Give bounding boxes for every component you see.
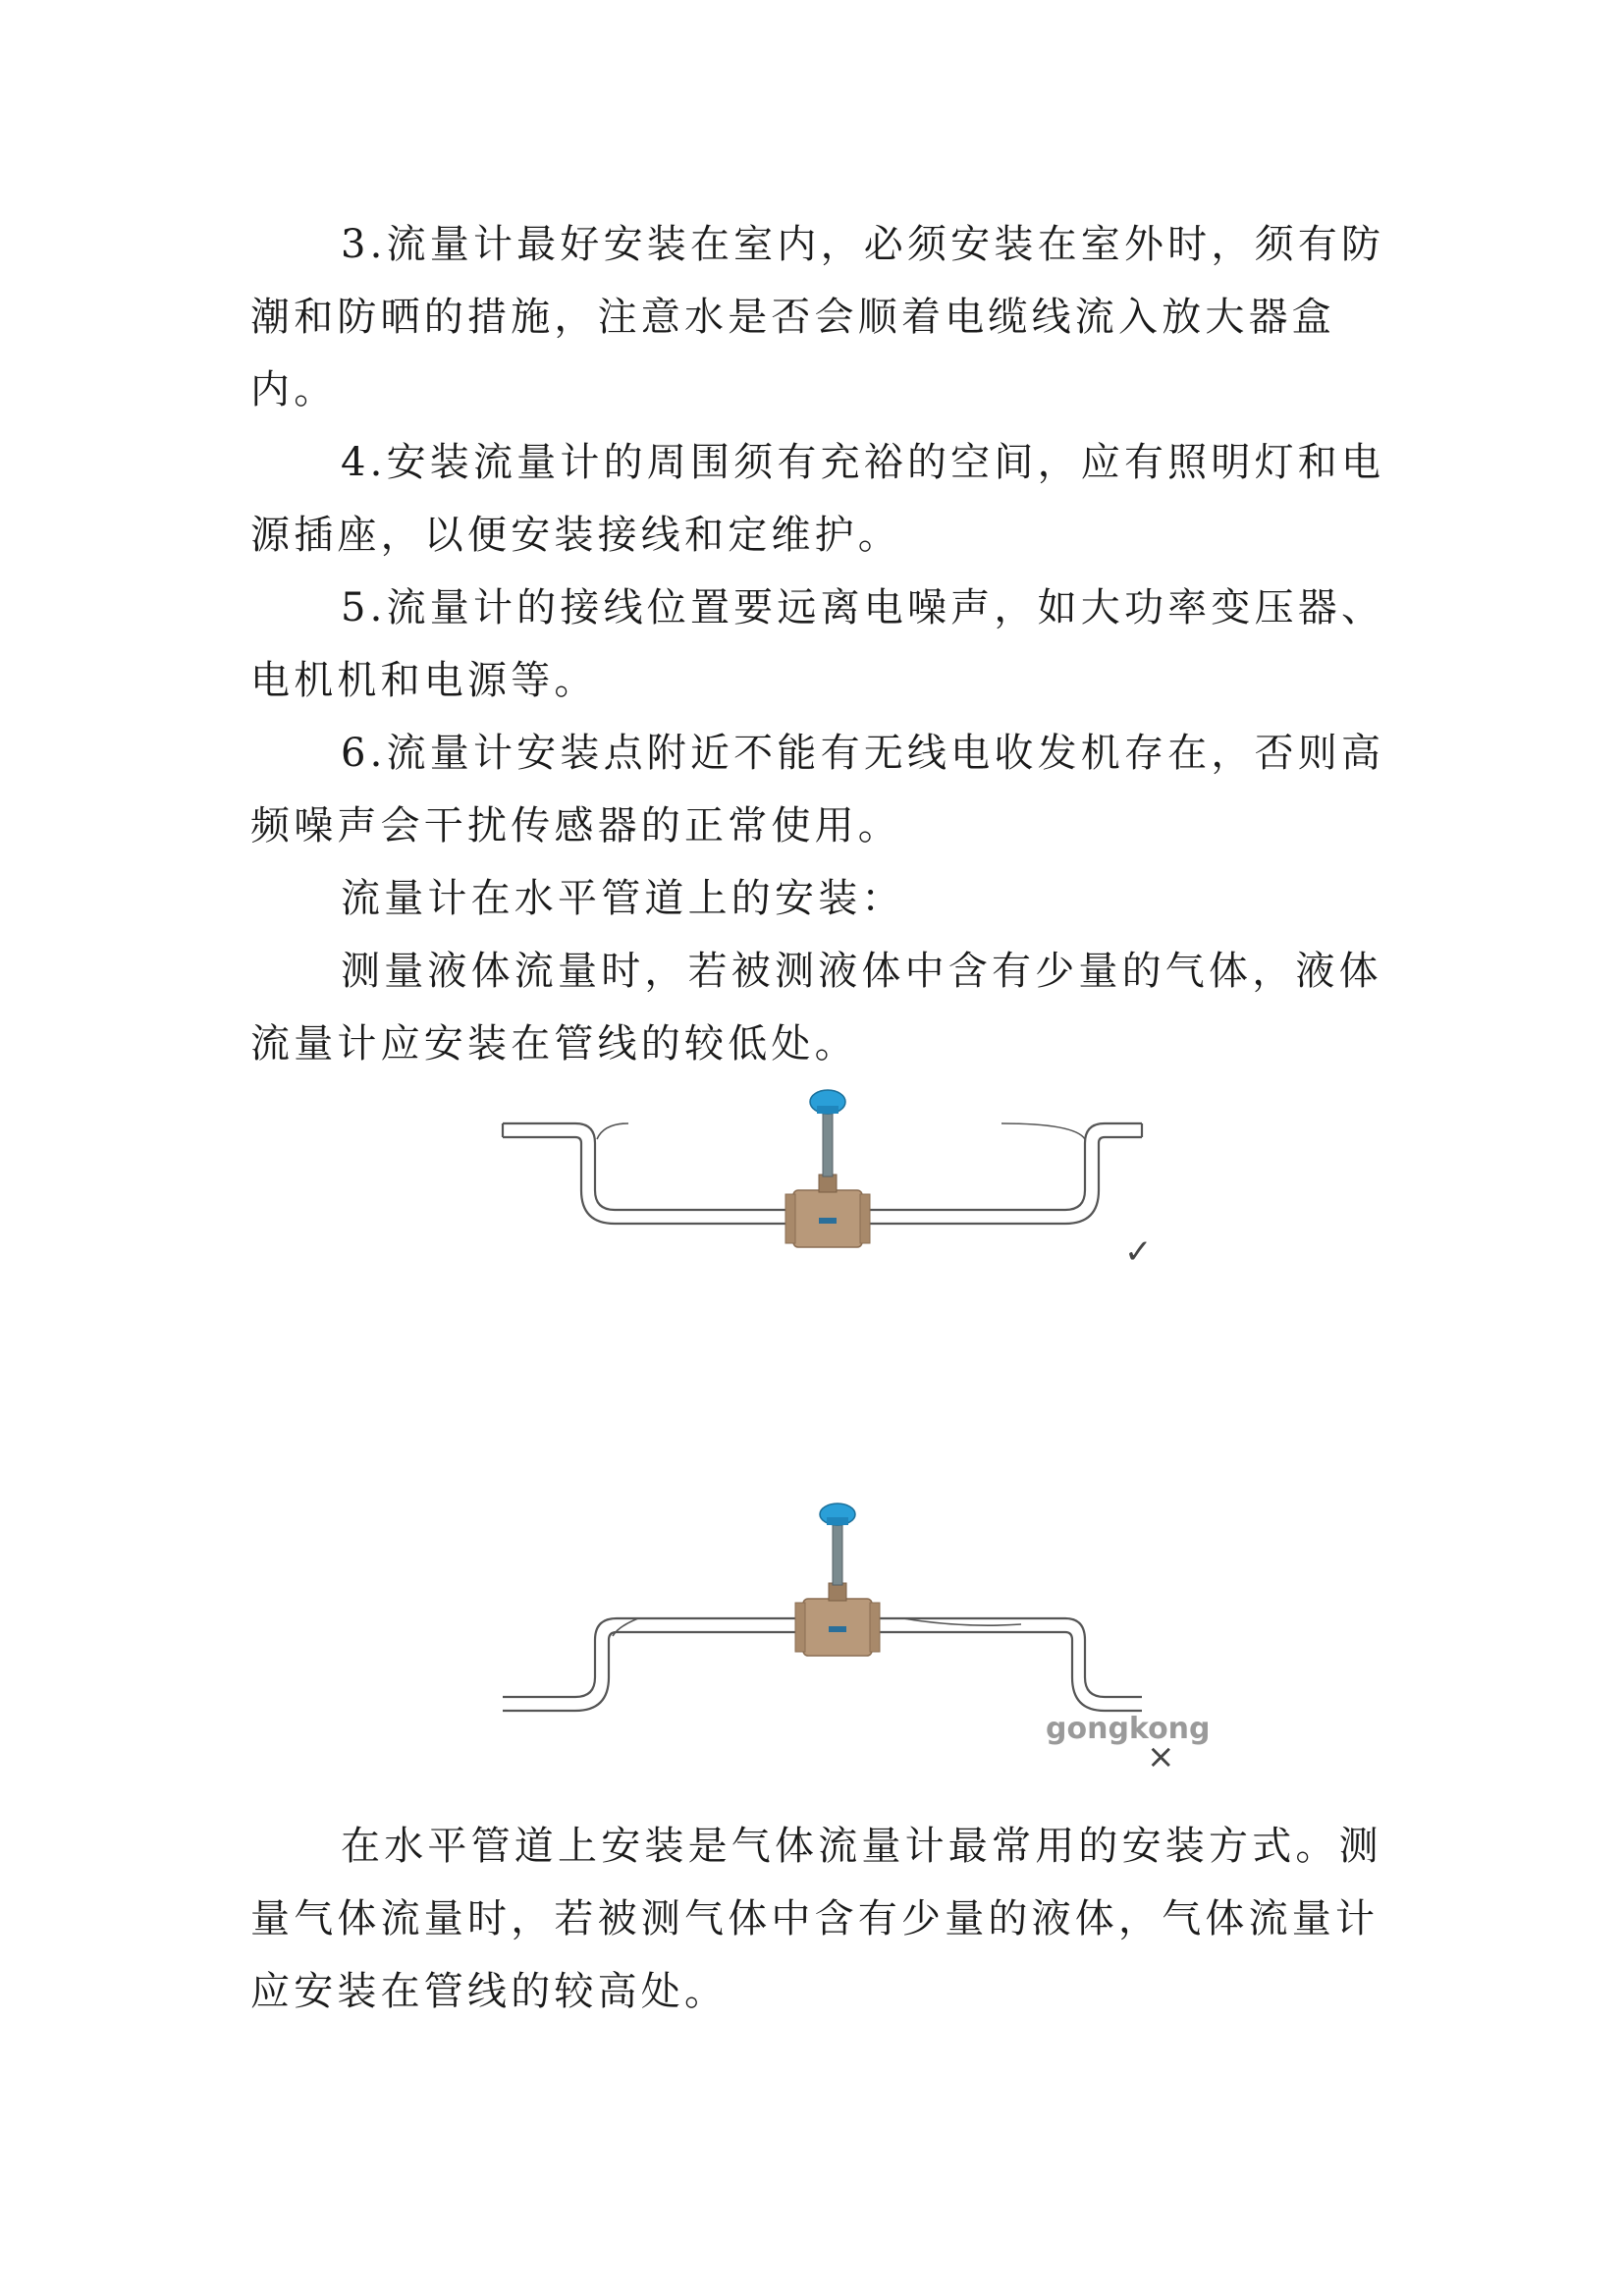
wrong-mark: × xyxy=(1147,1737,1175,1777)
paragraph-item-6: 6.流量计安装点附近不能有无线电收发机存在，否则高频噪声会干扰传感器的正常使用。 xyxy=(250,731,1385,848)
paragraph-gas-install: 在水平管道上安装是气体流量计最常用的安装方式。测量气体流量时，若被测气体中含有少量的液体，气体流量计应安装在管线的较高处。 xyxy=(250,1824,1382,2014)
paragraph-liquid-install: 测量液体流量时，若被测液体中含有少量的气体，液体流量计应安装在管线的较低处。 xyxy=(250,949,1382,1066)
figure-low-position xyxy=(491,1080,1198,1296)
flowmeter-icon xyxy=(785,1090,870,1247)
section-heading: 流量计在水平管道上的安装： xyxy=(341,876,905,921)
flowmeter-icon xyxy=(795,1503,880,1656)
figure-high-position xyxy=(491,1503,1316,1787)
paragraph-item-3: 3.流量计最好安装在室内，必须安装在室外时，须有防潮和防晒的措施，注意水是否会顺着电缆线流入放大器盒内。 xyxy=(250,222,1385,412)
correct-mark: ✓ xyxy=(1124,1232,1153,1272)
watermark-text: gongkong xyxy=(1046,1712,1211,1746)
paragraph-item-5: 5.流量计的接线位置要远离电噪声，如大功率变压器、电机机和电源等。 xyxy=(250,585,1385,703)
paragraph-item-4: 4.安装流量计的周围须有充裕的空间，应有照明灯和电源插座，以便安装接线和定维护。 xyxy=(250,440,1385,558)
